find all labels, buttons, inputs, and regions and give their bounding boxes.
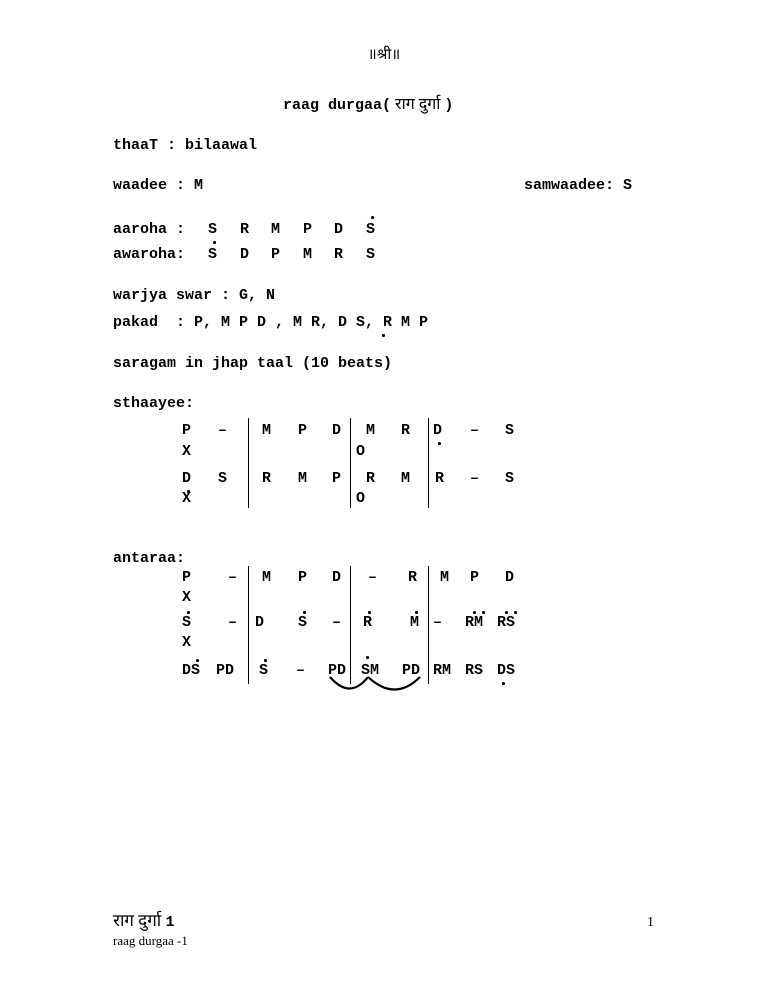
page-number: 1 (647, 915, 654, 930)
swar: M (298, 470, 308, 487)
swar: – (470, 422, 480, 439)
aaroha-label: aaroha : (113, 221, 186, 238)
swar: S (298, 614, 308, 631)
awaroha-note: M (303, 246, 313, 263)
awaroha-note: P (271, 246, 281, 263)
swar: R (435, 470, 445, 487)
aaroha-note: S (208, 221, 218, 238)
swar: – (218, 422, 228, 439)
swar: R (262, 470, 272, 487)
awaroha-note: S (366, 246, 376, 263)
swar: – (332, 614, 342, 631)
aaroha-note: D (334, 221, 344, 238)
swar: D (433, 422, 443, 439)
swar: P (182, 422, 192, 439)
awaroha-note: D (240, 246, 250, 263)
antaraa-label: antaraa: (113, 550, 186, 567)
swar: S (182, 614, 192, 631)
saragam-line: saragam in jhap taal (10 beats) (113, 355, 393, 372)
aaroha-note: P (303, 221, 313, 238)
waadee-line: waadee : M (113, 177, 204, 194)
swar: D (182, 470, 192, 487)
swar: RS (465, 662, 484, 679)
swar: S (218, 470, 228, 487)
taal-mark-sam: X (182, 589, 192, 606)
shri-header: ॥श्री॥ (367, 47, 401, 63)
swar: D (332, 422, 342, 439)
swar: M (262, 422, 272, 439)
aaroha-note: M (271, 221, 281, 238)
aaroha-note: S (366, 221, 376, 238)
thaat-line: thaaT : bilaawal (113, 137, 258, 154)
swar: RM (433, 662, 452, 679)
swar: M (366, 422, 376, 439)
swar: M (440, 569, 450, 586)
swar: P (298, 422, 308, 439)
swar: – (433, 614, 443, 631)
swar: PD (216, 662, 235, 679)
aaroha-note: R (240, 221, 250, 238)
swar: P (182, 569, 192, 586)
swar: M (262, 569, 272, 586)
swar: – (368, 569, 378, 586)
swar: S (505, 422, 515, 439)
swar: DS (182, 662, 201, 679)
footer-title (113, 911, 174, 933)
swar: DS (497, 662, 516, 679)
awaroha-note: R (334, 246, 344, 263)
swar: – (228, 569, 238, 586)
taal-mark-khali: O (356, 490, 366, 507)
footer-devanagari: राग दुर्गा (113, 911, 162, 930)
taal-mark-sam: X (182, 443, 192, 460)
sthaayee-label: sthaayee: (113, 395, 195, 412)
swar: D (505, 569, 515, 586)
swar: PD (402, 662, 421, 679)
footer-subtitle: raag durgaa -1 (113, 933, 188, 948)
swar: P (332, 470, 342, 487)
swar: P (298, 569, 308, 586)
swar: R (363, 614, 373, 631)
swar: R (408, 569, 418, 586)
swar: S (505, 470, 515, 487)
awaroha-label: awaroha: (113, 246, 186, 263)
swar: D (255, 614, 265, 631)
taal-mark-khali: O (356, 443, 366, 460)
warjya-line: warjya swar : G, N (113, 287, 276, 304)
title-devanagari: राग दुर्गा (391, 96, 445, 113)
awaroha-note: S (208, 246, 218, 263)
taal-mark-sam: X (182, 490, 192, 507)
title-close: ) (444, 97, 454, 114)
swar: R (401, 422, 411, 439)
swar: S (259, 662, 269, 679)
swar: D (332, 569, 342, 586)
samwaadee-line: samwaadee: S (524, 177, 633, 194)
swar: – (228, 614, 238, 631)
swar: P (470, 569, 480, 586)
title-text: raag durgaa( (283, 97, 392, 114)
taal-mark-sam: X (182, 634, 192, 651)
swar: M (401, 470, 411, 487)
footer-number: 1 (165, 914, 175, 931)
swar: RM (465, 614, 484, 631)
swar: M (410, 614, 420, 631)
swar: R (366, 470, 376, 487)
swar: – (470, 470, 480, 487)
swar: PD (328, 662, 347, 679)
pakad-line: pakad : P, M P D , M R, D S, R M P (113, 314, 429, 331)
swar: RS (497, 614, 516, 631)
swar: SM (361, 662, 380, 679)
swar: – (296, 662, 306, 679)
